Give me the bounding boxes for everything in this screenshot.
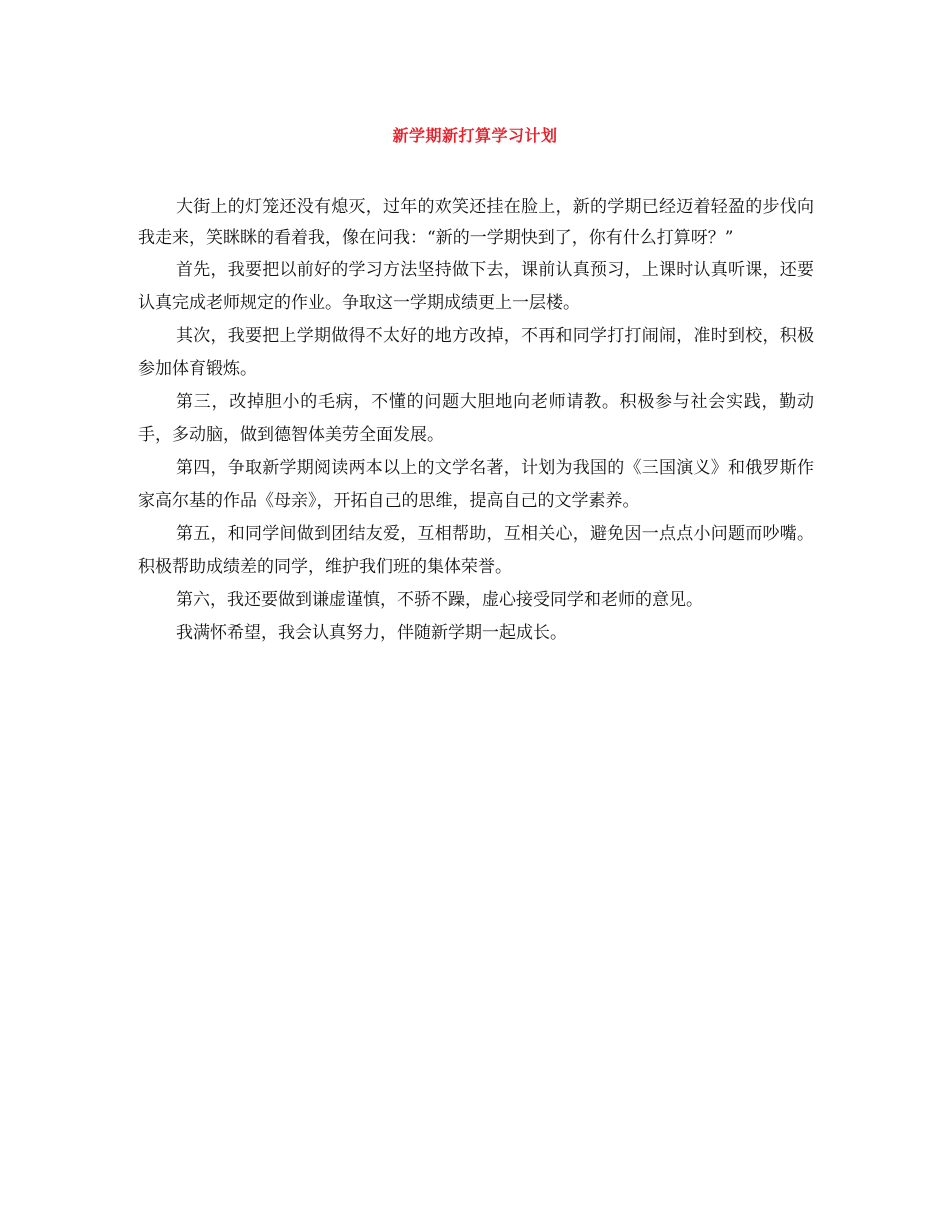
document-body [138, 192, 814, 650]
paragraph-second: 其次，我要把上学期做得不太好的地方改掉，不再和同学打打闹闹，准时到校，积极参加体育锻炼。 [138, 326, 814, 379]
paragraph-third: 第三，改掉胆小的毛病，不懂的问题大胆地向老师请教。积极参与社会实践，勤动手，多动脑，做到德智体美劳全面发展。 [138, 392, 814, 445]
page-title: 新学期新打算学习计划 [392, 126, 558, 145]
paragraph-closing: 我满怀希望，我会认真努力，伴随新学期一起成长。 [176, 623, 567, 643]
paragraph-sixth: 第六，我还要做到谦虚谨慎，不骄不躁，虚心接受同学和老师的意见。 [176, 590, 703, 610]
paragraph-fourth: 第四，争取新学期阅读两本以上的文学名著，计划为我国的《三国演义》和俄罗斯作家高尔基的作品《母亲》，开拓自己的思维，提高自己的文学素养。 [138, 458, 814, 511]
paragraph-first: 首先，我要把以前好的学习方法坚持做下去，课前认真预习，上课时认真听课，还要认真完成老师规定的作业。争取这一学期成绩更上一层楼。 [138, 260, 814, 313]
paragraph-fifth: 第五，和同学间做到团结友爱，互相帮助，互相关心，避免因一点点小问题而吵嘴。积极帮助成绩差的同学，维护我们班的集体荣誉。 [138, 524, 814, 577]
paragraph-intro: 大街上的灯笼还没有熄灭，过年的欢笑还挂在脸上，新的学期已经迈着轻盈的步伐向我走来，笑眯眯的看着我，像在问我：“新的一学期快到了，你有什么打算呀？” [138, 197, 814, 248]
